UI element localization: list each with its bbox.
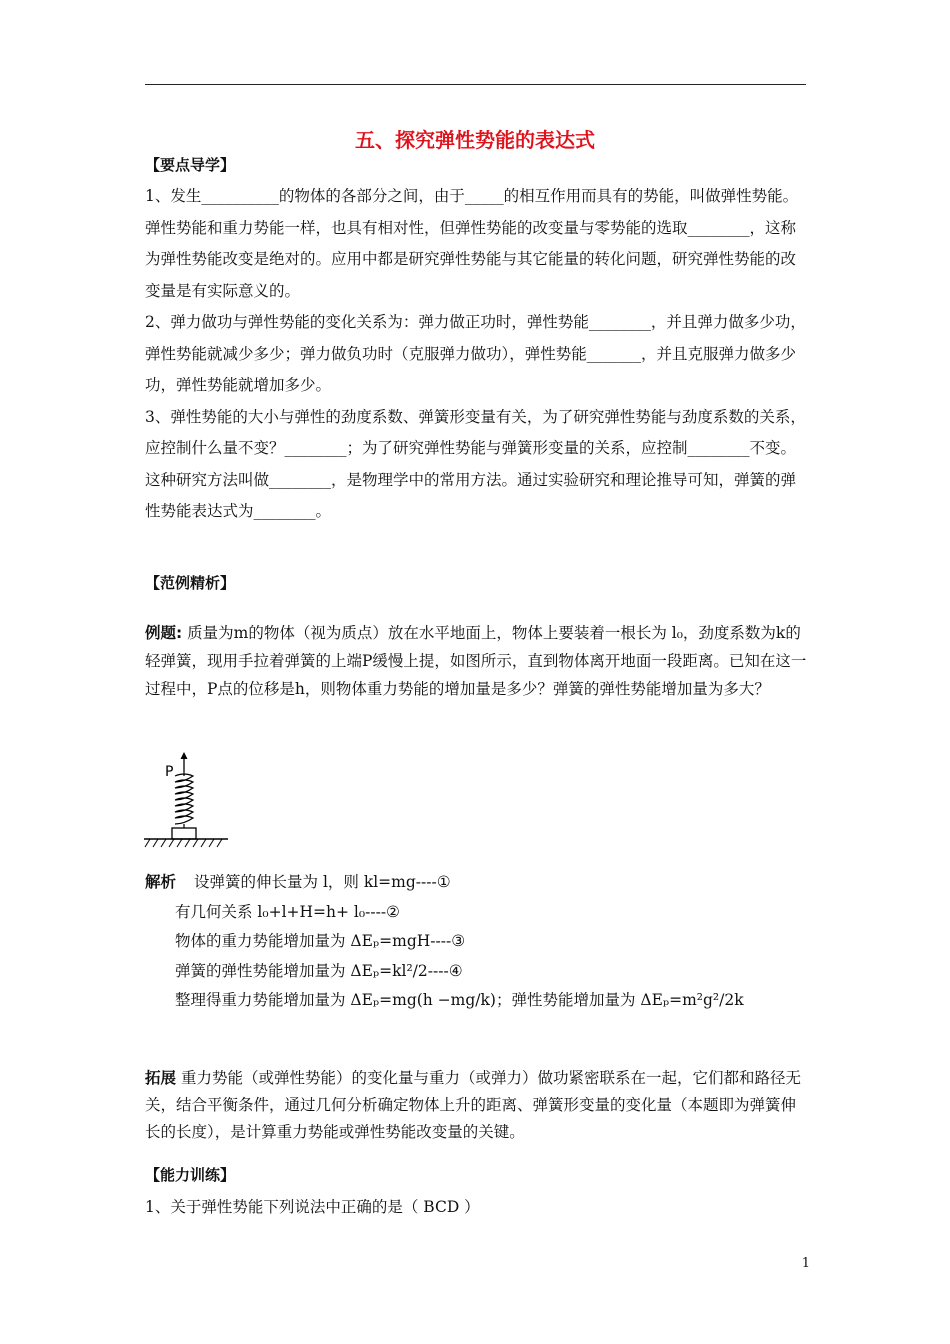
- extension-label: 拓展: [145, 1069, 177, 1087]
- analysis-block: [145, 868, 809, 1016]
- section-key-points: [145, 154, 809, 528]
- block-object: [172, 828, 196, 839]
- paragraph-3: 3、弹性势能的大小与弹性的劲度系数、弹簧形变量有关，为了研究弹性势能与劲度系数的关系，应控制什么量不变？________；为了研究弹性势能与弹簧形变量的关系，应控制________不变。这种研究方法叫做________，是物理学中的常用方法。通过实验研究和理论推导可知，弹簧的弹性势能表达式为________。: [145, 407, 806, 520]
- analysis-line-4: 弹簧的弹性势能增加量为 ΔEₚ=kl²/2----④: [175, 961, 463, 980]
- figure-label-p: P: [165, 764, 174, 780]
- section-heading: 【能力训练】: [145, 1166, 236, 1184]
- example-text: 质量为m的物体（视为质点）放在水平地面上，物体上要装着一根长为 l₀，劲度系数为k的轻弹簧，现用手拉着弹簧的上端P缓慢上提，如图所示，直到物体离开地面一段距离。已知在这一过程中，P点的位移是h，则物体重力势能的增加量是多少？弹簧的弹性势能增加量为多大？: [145, 624, 807, 698]
- extension-text: 重力势能（或弹性势能）的变化量与重力（或弹力）做功紧密联系在一起，它们都和路径无关，结合平衡条件，通过几何分析确定物体上升的距离、弹簧形变量的变化量（本题即为弹簧伸长的长度），是计算重力势能或弹性势能改变量的关键。: [145, 1069, 801, 1141]
- analysis-line-3: 物体的重力势能增加量为 ΔEₚ=mgH----③: [175, 932, 466, 950]
- ground-hatch: [145, 839, 222, 847]
- example-problem: [145, 619, 809, 703]
- paragraph-2: 2、弹力做功与弹性势能的变化关系为：弹力做正功时，弹性势能________，并且弹力做多少功，弹性势能就减少多少；弹力做负功时（克服弹力做功），弹性势能_______，并且克服弹力做多少功，弹性势能就增加多少。: [145, 313, 806, 394]
- extension-block: [145, 1065, 809, 1146]
- section-heading: 【范例精析】: [145, 574, 236, 592]
- analysis-line-2: 有几何关系 l₀+l+H=h+ l₀----②: [175, 902, 400, 921]
- arrow-head: [181, 752, 188, 759]
- spring-coil: [175, 772, 193, 828]
- section-heading: 【要点导学】: [145, 156, 236, 174]
- analysis-line-5: 整理得重力势能增加量为 ΔEₚ=mg(h −mg/k)；弹性势能增加量为 ΔEₚ=m²g²/2k: [175, 991, 744, 1009]
- section-training: [145, 1164, 809, 1217]
- spring-figure: [142, 752, 232, 852]
- header-rule: [145, 84, 806, 85]
- page-number: 1: [801, 1256, 810, 1271]
- analysis-line-1: 设弹簧的伸长量为 l，则 kl=mg----①: [194, 873, 451, 891]
- analysis-label: 解析: [145, 873, 177, 891]
- question-1: 1、关于弹性势能下列说法中正确的是（ BCD ）: [145, 1198, 480, 1216]
- page-title: 五、探究弹性势能的表达式: [355, 128, 595, 152]
- section-heading-examples: [145, 572, 809, 593]
- example-label: 例题:: [145, 624, 183, 642]
- paragraph-1: 1、发生__________的物体的各部分之间，由于_____的相互作用而具有的势能，叫做弹性势能。弹性势能和重力势能一样，也具有相对性，但弹性势能的改变量与零势能的选取________，这称为弹性势能改变是绝对的。应用中都是研究弹性势能与其它能量的转化问题，研究弹性势能的改变量是有实际意义的。: [145, 187, 799, 300]
